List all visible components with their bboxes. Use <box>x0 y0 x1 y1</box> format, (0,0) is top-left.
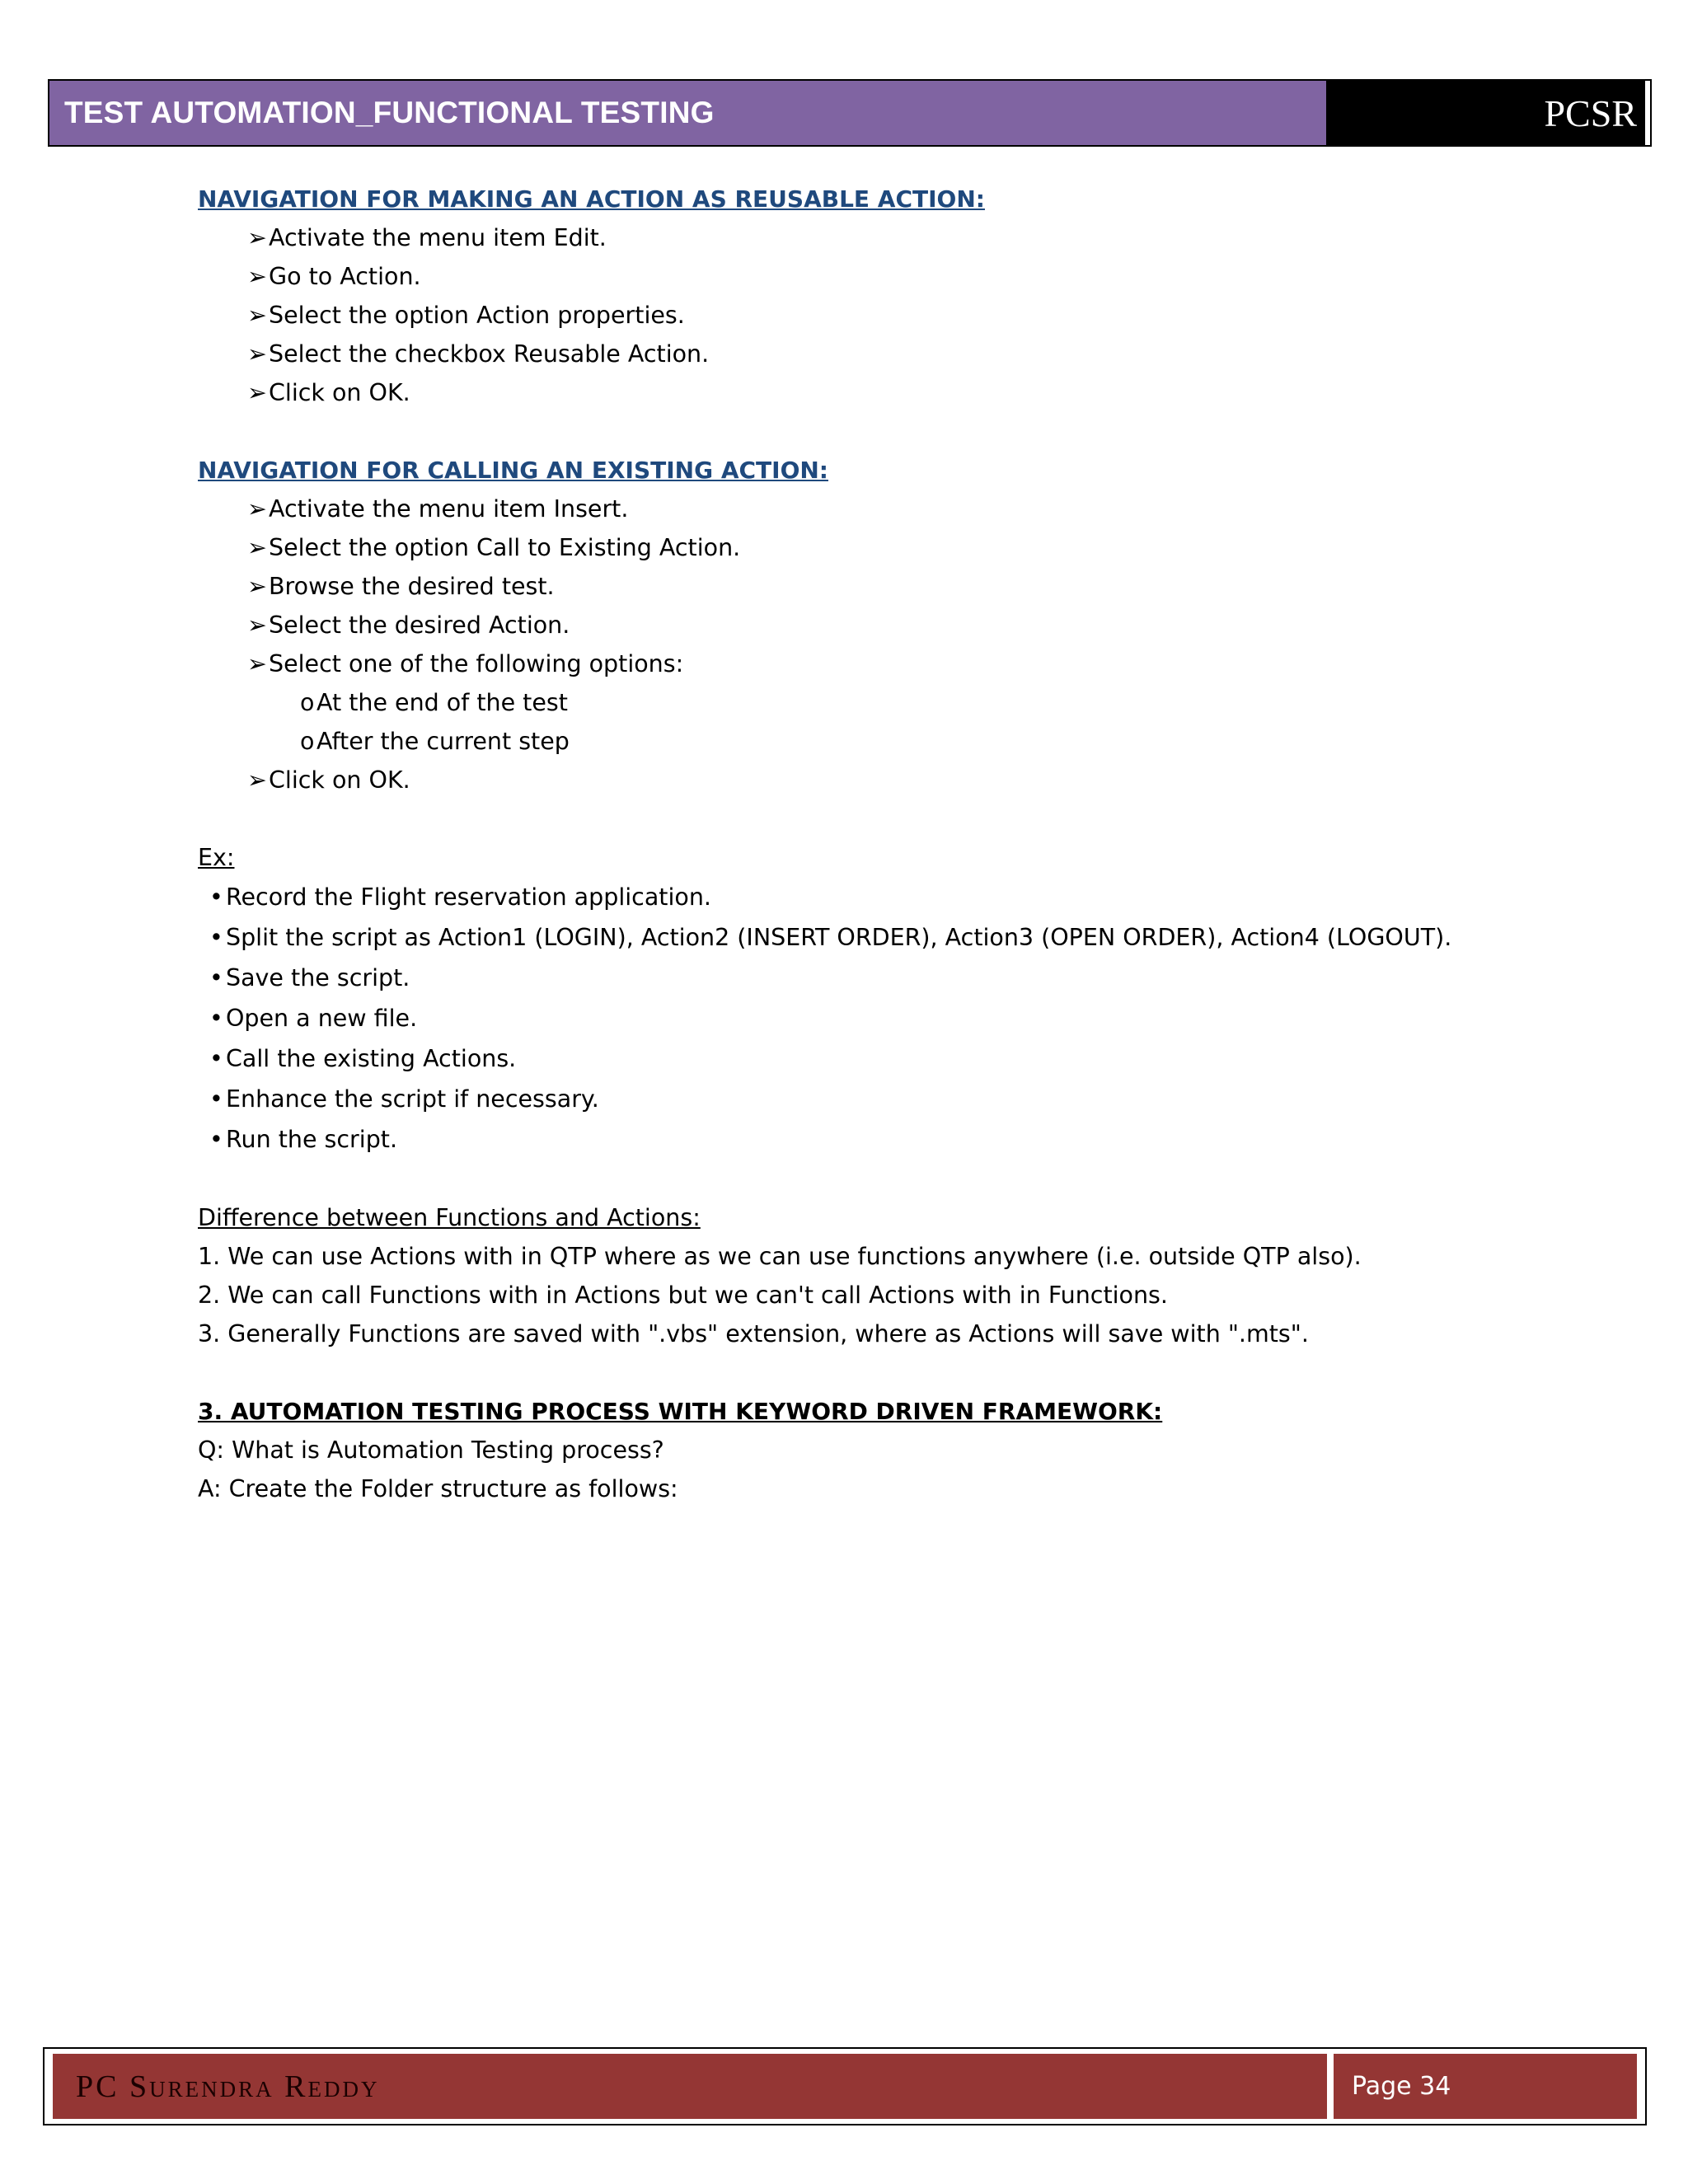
circle-bullet-icon: o <box>300 689 315 716</box>
list-item-text: Call the existing Actions. <box>226 1045 517 1072</box>
list-item <box>198 998 1648 1038</box>
list-item-text: Click on OK. <box>269 379 410 406</box>
difference-heading <box>198 1198 1648 1237</box>
spacer <box>198 1160 1648 1198</box>
list-item <box>198 958 1648 998</box>
list-item-text: Record the Flight reservation application. <box>226 883 711 911</box>
dot-bullet-icon: • <box>209 964 223 991</box>
list-item <box>198 606 1648 644</box>
header-logo: PCSR <box>1544 91 1637 134</box>
list-item-text: Enhance the script if necessary. <box>226 1085 599 1113</box>
list-item-text: Select the desired Action. <box>269 612 570 639</box>
footer-page-bar <box>1334 2054 1637 2119</box>
list-item <box>198 644 1648 683</box>
list-item <box>198 218 1648 257</box>
list-item <box>198 761 1648 799</box>
list-item <box>198 1079 1648 1119</box>
arrow-bullet-icon: ➢ <box>247 650 267 677</box>
arrow-bullet-icon: ➢ <box>247 495 267 523</box>
list-item-text: Run the script. <box>226 1126 398 1153</box>
footer-divider <box>1327 2054 1334 2119</box>
section-heading-text: NAVIGATION FOR MAKING AN ACTION AS REUSABLE ACTION: <box>198 185 985 213</box>
arrow-bullet-icon: ➢ <box>247 534 267 561</box>
page-footer <box>43 2047 1647 2125</box>
list-item <box>198 257 1648 296</box>
answer-text: A: Create the Folder structure as follows: <box>198 1475 678 1502</box>
dot-bullet-icon: • <box>209 883 223 911</box>
sub-list-item <box>198 722 1648 761</box>
dot-bullet-icon: • <box>209 1045 223 1072</box>
header-logo-bar <box>1326 81 1650 145</box>
arrow-bullet-icon: ➢ <box>247 263 267 290</box>
list-item <box>198 335 1648 373</box>
list-item <box>198 1119 1648 1160</box>
page-content <box>198 180 1648 1508</box>
list-item-text: Browse the desired test. <box>269 573 555 600</box>
list-item-text: Open a new file. <box>226 1005 418 1032</box>
arrow-bullet-icon: ➢ <box>247 379 267 406</box>
header-title-bar <box>49 81 1326 145</box>
document-title: TEST AUTOMATION_FUNCTIONAL TESTING <box>64 96 715 129</box>
list-item-text: Activate the menu item Insert. <box>269 495 629 523</box>
list-item-text: Save the script. <box>226 964 410 991</box>
circle-bullet-icon: o <box>300 728 315 755</box>
arrow-bullet-icon: ➢ <box>247 612 267 639</box>
spacer <box>198 1353 1648 1392</box>
list-item <box>198 490 1648 528</box>
list-item-text: Select one of the following options: <box>269 650 684 677</box>
section-heading-text: 3. AUTOMATION TESTING PROCESS WITH KEYWORD DRIVEN FRAMEWORK: <box>198 1398 1163 1425</box>
list-item-text: Select the checkbox Reusable Action. <box>269 340 710 368</box>
numbered-item: 1. We can use Actions with in QTP where as we can use functions anywhere (i.e. outside QTP also). <box>198 1243 1362 1270</box>
list-item <box>198 528 1648 567</box>
list-item <box>198 877 1648 917</box>
arrow-bullet-icon: ➢ <box>247 340 267 368</box>
numbered-item: 3. Generally Functions are saved with ".vbs" extension, where as Actions will save with ".mts". <box>198 1320 1309 1347</box>
dot-bullet-icon: • <box>209 924 223 951</box>
section-heading-calling-action <box>198 451 1648 490</box>
page-number: Page 34 <box>1352 2072 1451 2101</box>
example-heading <box>198 838 1648 877</box>
sub-list-item-text: At the end of the test <box>316 689 568 716</box>
list-item-text: Activate the menu item Edit. <box>269 224 607 251</box>
section-heading-keyword-framework <box>198 1392 1648 1431</box>
list-item-text: Split the script as Action1 (LOGIN), Action2 (INSERT ORDER), Action3 (OPEN ORDER), Action4 (LOGOUT). <box>226 924 1452 951</box>
dot-bullet-icon: • <box>209 1126 223 1153</box>
sub-list-item <box>198 683 1648 722</box>
list-item-text: Go to Action. <box>269 263 421 290</box>
sub-list-item-text: After the current step <box>316 728 570 755</box>
page-header <box>48 79 1652 147</box>
difference-heading-text: Difference between Functions and Actions: <box>198 1204 701 1231</box>
example-heading-text: Ex: <box>198 844 235 871</box>
numbered-item: 2. We can call Functions with in Actions but we can't call Actions with in Functions. <box>198 1282 1168 1309</box>
arrow-bullet-icon: ➢ <box>247 573 267 600</box>
question-text: Q: What is Automation Testing process? <box>198 1436 664 1464</box>
footer-author-bar <box>53 2054 1327 2119</box>
list-item-text: Click on OK. <box>269 766 410 794</box>
footer-author: PC Surendra Reddy <box>76 2069 380 2104</box>
list-item <box>198 567 1648 606</box>
spacer <box>198 412 1648 451</box>
dot-bullet-icon: • <box>209 1005 223 1032</box>
list-item-text: Select the option Action properties. <box>269 302 685 329</box>
list-item <box>198 917 1648 958</box>
dot-bullet-icon: • <box>209 1085 223 1113</box>
arrow-bullet-icon: ➢ <box>247 224 267 251</box>
section-heading-text: NAVIGATION FOR CALLING AN EXISTING ACTION: <box>198 457 828 484</box>
arrow-bullet-icon: ➢ <box>247 766 267 794</box>
list-item <box>198 296 1648 335</box>
spacer <box>198 799 1648 838</box>
list-item <box>198 1038 1648 1079</box>
section-heading-reusable-action <box>198 180 1648 218</box>
list-item <box>198 373 1648 412</box>
list-item-text: Select the option Call to Existing Action. <box>269 534 741 561</box>
arrow-bullet-icon: ➢ <box>247 302 267 329</box>
